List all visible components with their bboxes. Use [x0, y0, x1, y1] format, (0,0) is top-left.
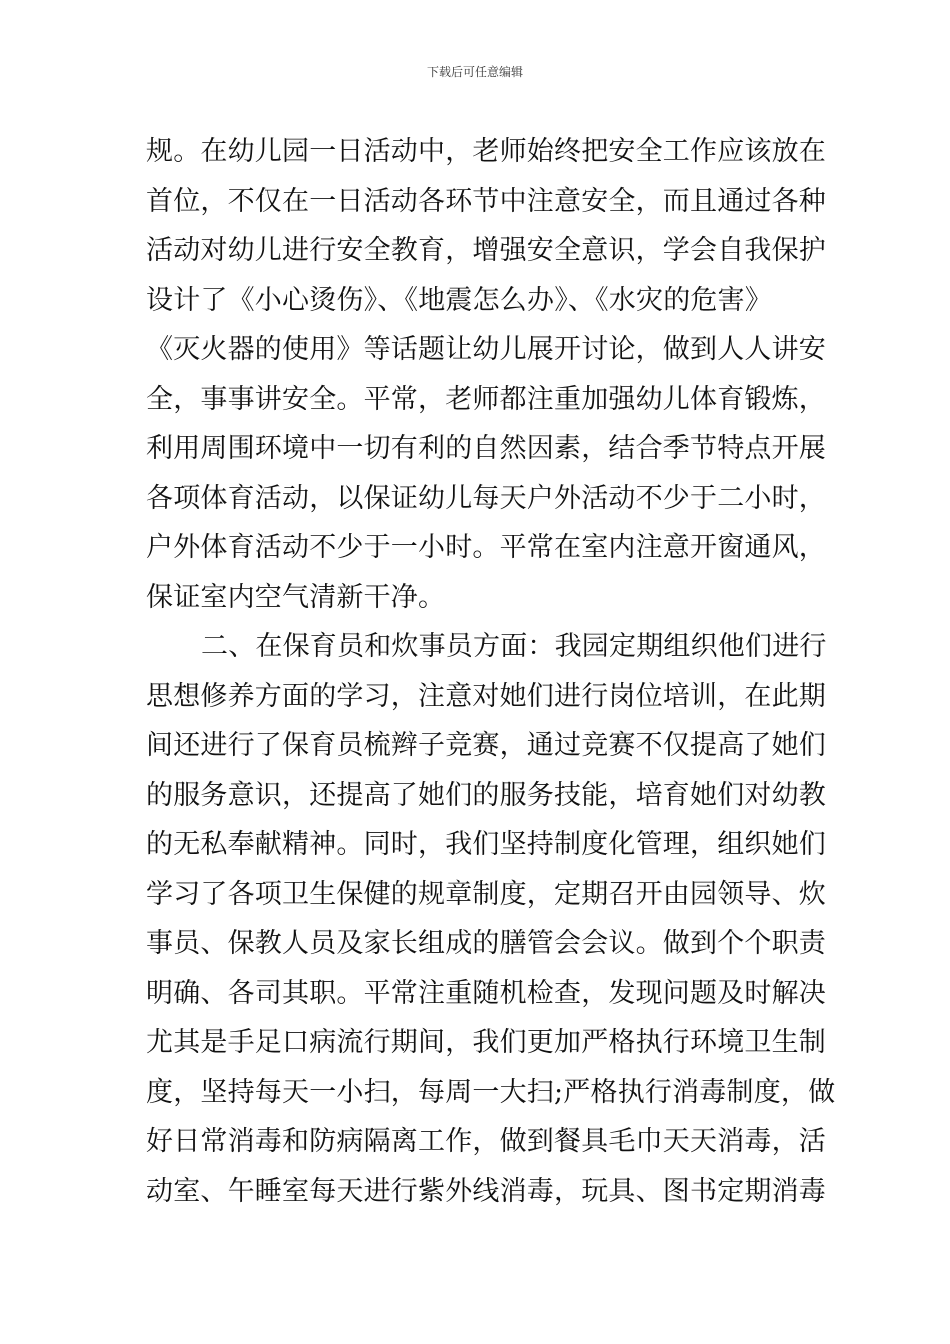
paragraph-start-line: 二、在保育员和炊事员方面：我园定期组织他们进行	[201, 631, 827, 662]
text-line: 尤其是手足口病流行期间，我们更加严格执行环境卫生制	[146, 1027, 826, 1058]
text-line: 活动对幼儿进行安全教育，增强安全意识，学会自我保护	[146, 235, 826, 266]
text-line: 户外体育活动不少于一小时。平常在室内注意开窗通风，	[146, 532, 826, 563]
text-line: 好日常消毒和防病隔离工作，做到餐具毛巾天天消毒，活	[146, 1126, 826, 1157]
text-line: 的服务意识，还提高了她们的服务技能，培育她们对幼教	[146, 779, 826, 811]
text-line: 的无私奉献精神。同时，我们坚持制度化管理，组织她们	[146, 829, 826, 860]
text-line: 明确、各司其职。平常注重随机检查，发现问题及时解决	[146, 977, 826, 1009]
document-body	[146, 127, 836, 1216]
text-line: 各项体育活动，以保证幼儿每天户外活动不少于二小时，	[146, 482, 826, 514]
text-line: 学习了各项卫生保健的规章制度，定期召开由园领导、炊	[146, 878, 826, 910]
text-line: 《灭火器的使用》等话题让幼儿展开讨论，做到人人讲安	[146, 334, 826, 365]
text-line: 动室、午睡室每天进行紫外线消毒，玩具、图书定期消毒	[146, 1175, 826, 1207]
text-line: 间还进行了保育员梳辫子竞赛，通过竞赛不仅提高了她们	[146, 730, 826, 761]
text-line: 利用周围环境中一切有利的自然因素，结合季节特点开展	[146, 433, 826, 464]
text-line: 保证室内空气清新干净。	[146, 581, 446, 613]
text-line: 度，坚持每天一小扫，每周一大扫;严格执行消毒制度，做	[146, 1076, 836, 1108]
text-line: 思想修养方面的学习，注意对她们进行岗位培训，在此期	[146, 680, 826, 712]
page-header: 下载后可任意编辑	[426, 65, 523, 79]
text-line: 事员、保教人员及家长组成的膳管会会议。做到个个职责	[146, 928, 826, 959]
text-line: 设计了《小心烫伤》、《地震怎么办》、《水灾的危害》	[146, 284, 772, 316]
text-line: 首位，不仅在一日活动各环节中注意安全，而且通过各种	[146, 185, 826, 217]
text-line: 全，事事讲安全。平常，老师都注重加强幼儿体育锻炼，	[146, 383, 826, 415]
text-line: 规。在幼儿园一日活动中，老师始终把安全工作应该放在	[146, 136, 826, 167]
